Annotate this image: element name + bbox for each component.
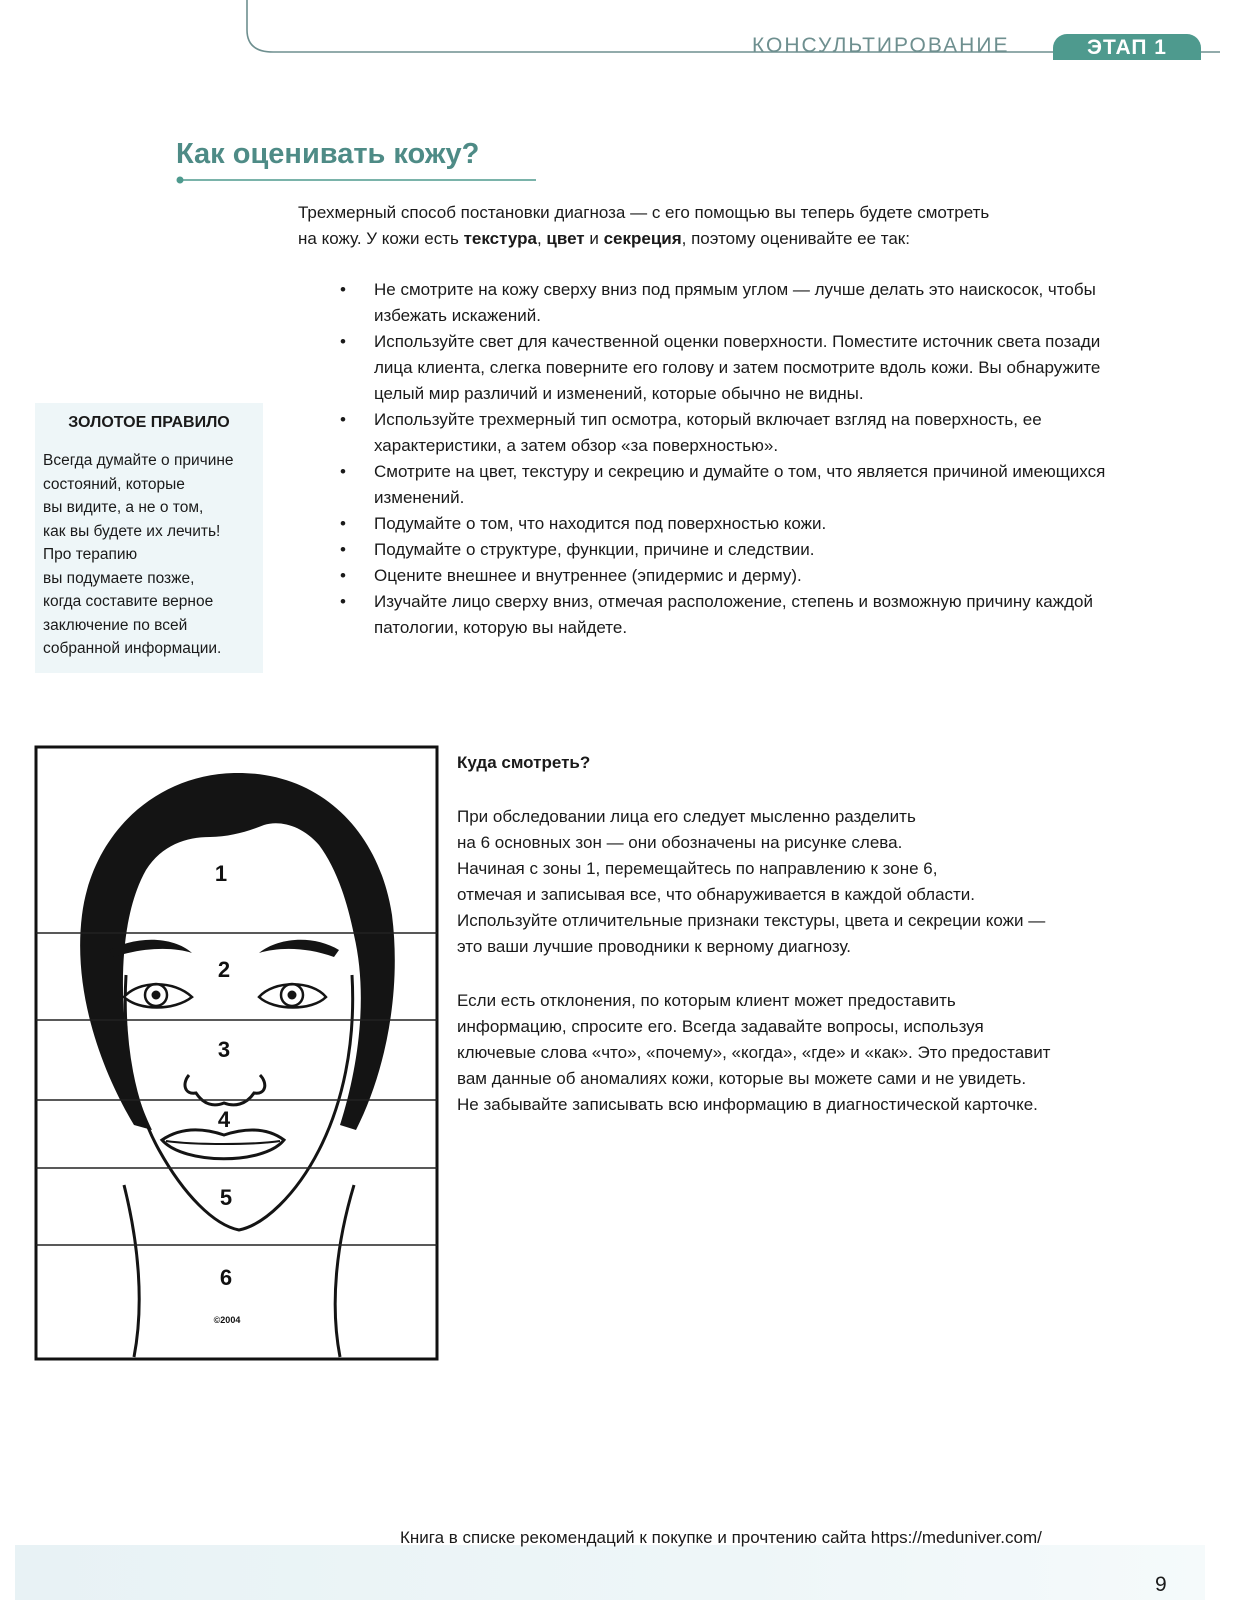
list-item: • Подумайте о том, что находится под поверхностью кожи. xyxy=(340,511,1110,537)
zone-label-1: 1 xyxy=(214,861,228,886)
rule-line: Про терапию xyxy=(43,546,138,563)
zone-label-6: 6 xyxy=(219,1265,233,1290)
list-item: • Подумайте о структуре, функции, причине и следствии. xyxy=(340,537,1110,563)
rule-line: вы подумаете позже, xyxy=(43,569,195,587)
list-item: • Изучайте лицо сверху вниз, отмечая расположение, степень и возможную причину каждой патологии, которую вы найдете. xyxy=(340,589,1110,641)
zone-label-3: 3 xyxy=(217,1037,231,1062)
footer-band xyxy=(15,1545,1205,1600)
rule-line: как вы будете их лечить! xyxy=(43,522,221,540)
intro-sep-1: , xyxy=(536,229,547,248)
list-item: • Не смотрите на кожу сверху вниз под прямым углом — лучше делать это наискосок, чтобы избежать искажений. xyxy=(340,277,1110,329)
paragraph-line: на 6 основных зон — они обозначены на рисунке слева. xyxy=(457,833,903,852)
title-underline xyxy=(176,176,536,184)
paragraph-line: это ваши лучшие проводники к верному диагнозу. xyxy=(457,937,852,956)
paragraph-line: При обследовании лица его следует мысленно разделить xyxy=(457,807,916,826)
where-to-look-paragraph-1 xyxy=(457,804,1117,960)
section-label: КОНСУЛЬТИРОВАНИЕ xyxy=(752,34,1010,57)
zone-label-5: 5 xyxy=(219,1185,233,1210)
rule-line: собранной информации. xyxy=(43,640,222,657)
figure-copyright: ©2004 xyxy=(213,1315,241,1325)
intro-bold-texture: текстура xyxy=(463,229,537,248)
footer-note: Книга в списке рекомендаций к покупке и прочтению сайта https://meduniver.com/ xyxy=(400,1528,1042,1547)
rule-line: Всегда думайте о причине xyxy=(43,452,234,469)
list-item: • Смотрите на цвет, текстуру и секрецию и думайте о том, что является причиной имеющихся изменений. xyxy=(340,459,1110,511)
intro-line-1: Трехмерный способ постановки диагноза — с его помощью вы теперь будете смотреть xyxy=(298,203,990,222)
golden-rule-text xyxy=(43,449,257,661)
golden-rule-title: ЗОЛОТОЕ ПРАВИЛО xyxy=(68,414,230,431)
paragraph-line: вам данные об аномалиях кожи, которые вы можете сами и не увидеть. xyxy=(457,1069,1027,1088)
list-item: • Оцените внешнее и внутреннее (эпидермис и дерму). xyxy=(340,563,1110,589)
stage-badge: ЭТАП 1 xyxy=(1053,34,1201,60)
list-item: • Используйте свет для качественной оценки поверхности. Поместите источник света позади лица клиента, слегка поверните его голову и затем посмотрите вдоль кожи. Вы обнаружите целый мир различий и изменений, которые обычно не видны. xyxy=(340,329,1110,407)
intro-bold-secretion: секреция xyxy=(603,229,682,248)
intro-bold-color: цвет xyxy=(546,229,585,248)
intro-sep-2: и xyxy=(584,229,604,248)
zone-label-4: 4 xyxy=(217,1107,231,1132)
rule-line: когда составите верное xyxy=(43,593,214,610)
paragraph-line: Используйте отличительные признаки текстуры, цвета и секреции кожи — xyxy=(457,911,1046,930)
paragraph-line: информацию, спросите его. Всегда задавайте вопросы, используя xyxy=(457,1017,984,1036)
paragraph-line: Если есть отклонения, по которым клиент может предоставить xyxy=(457,991,956,1010)
paragraph-line: ключевые слова «что», «почему», «когда», «где» и «как». Это предоставит xyxy=(457,1043,1051,1062)
zone-label-2: 2 xyxy=(217,957,231,982)
intro-text xyxy=(298,200,1098,252)
page-number: 9 xyxy=(1155,1573,1167,1596)
intro-line-2-start: на кожу. У кожи есть xyxy=(298,229,464,248)
left-pupil xyxy=(152,991,161,1000)
where-to-look-paragraph-2 xyxy=(457,988,1117,1118)
rule-line: вы видите, а не о том, xyxy=(43,499,204,516)
where-to-look-title: Куда смотреть? xyxy=(457,753,591,772)
face-zones-figure xyxy=(34,745,439,1361)
intro-line-2-end: , поэтому оценивайте ее так: xyxy=(681,229,910,248)
paragraph-line: отмечая и записывая все, что обнаруживается в каждой области. xyxy=(457,885,976,904)
paragraph-line: Не забывайте записывать всю информацию в диагностической карточке. xyxy=(457,1095,1038,1114)
list-item: • Используйте трехмерный тип осмотра, который включает взгляд на поверхность, ее характеристики, а затем обзор «за поверхностью». xyxy=(340,407,1110,459)
paragraph-line: Начиная с зоны 1, перемещайтесь по направлению к зоне 6, xyxy=(457,859,938,878)
right-pupil xyxy=(288,991,297,1000)
assessment-bullet-list xyxy=(340,277,1110,641)
rule-line: состояний, которые xyxy=(43,475,185,493)
page-title: Как оценивать кожу? xyxy=(176,138,480,170)
rule-line: заключение по всей xyxy=(43,616,188,634)
